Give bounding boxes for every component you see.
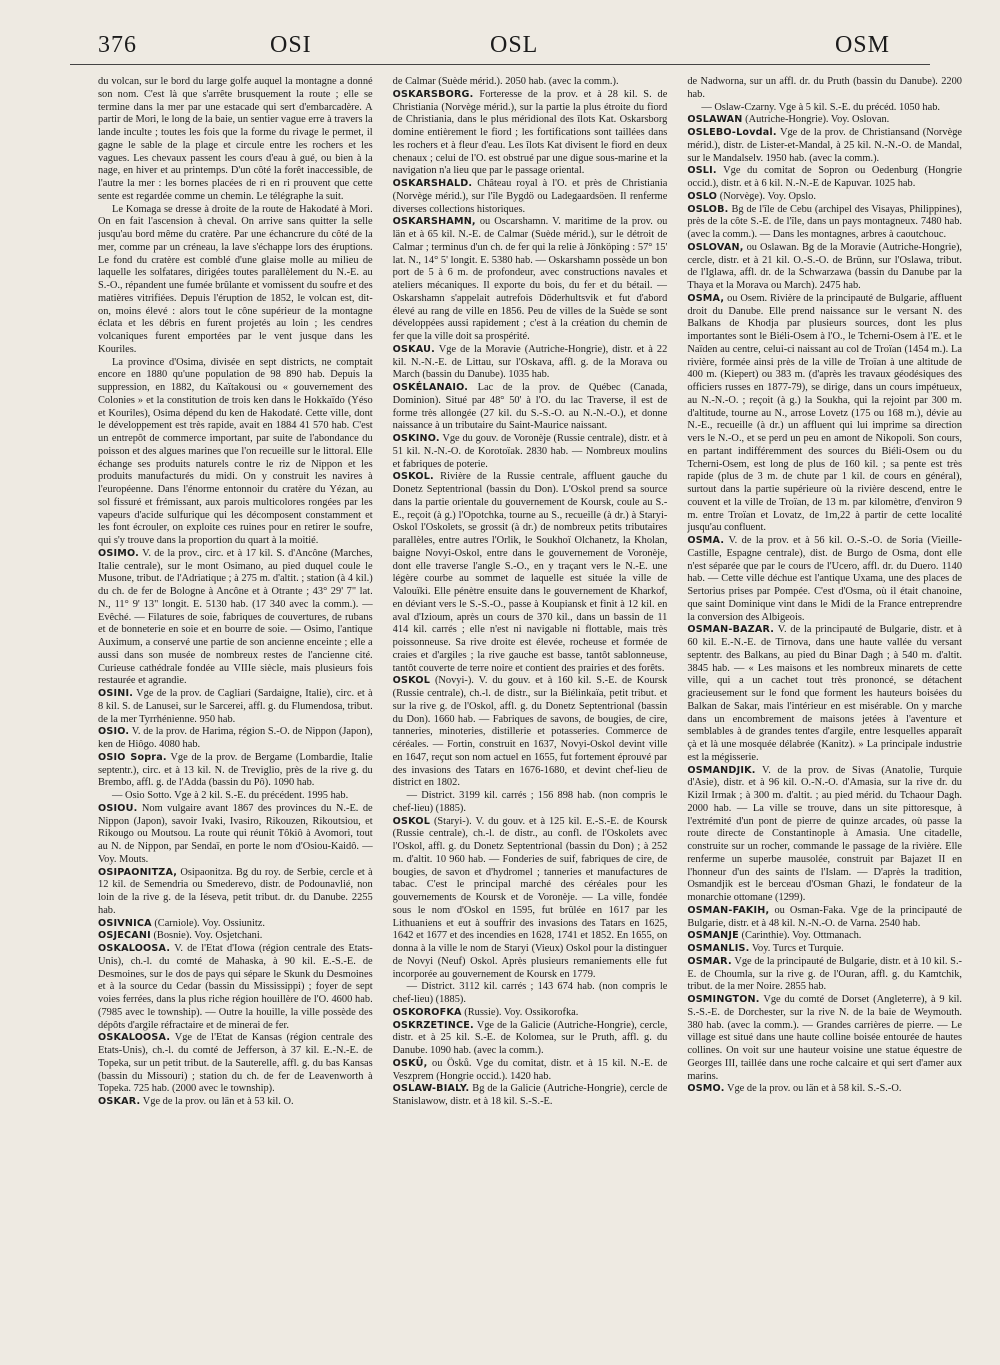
- dictionary-entry: [687, 624, 962, 764]
- entry-text: ou Ösků. Vge du comitat, distr. et à 15 kil. N.-E. de Veszprem (Hongrie occid.). 1420 hab.: [392, 1057, 668, 1082]
- entry-headword: OSMINGTON.: [687, 994, 760, 1005]
- dictionary-entry: [98, 548, 373, 688]
- text-columns: [98, 76, 962, 1345]
- entry-text: Vge de la prov. de Christiansand (Norvège mérid.), distr. de Lister-et-Mandal, à 25 kil. N.-N.-O. de Mandal, sur le Mandalselv. 1950 hab. (avec la comm.).: [687, 127, 963, 164]
- dictionary-entry: [687, 930, 962, 943]
- entry-headword: OSMAN-BAZAR.: [687, 624, 775, 636]
- dictionary-entry: [98, 76, 373, 204]
- dictionary-entry: [393, 1007, 668, 1020]
- column-middle: [393, 76, 668, 1345]
- dictionary-entry: [393, 178, 668, 216]
- entry-text: Vge de la prov. ou län et à 53 kil. O.: [142, 1096, 294, 1107]
- dictionary-entry: [393, 433, 668, 471]
- entry-headword: OSIOU.: [98, 802, 138, 814]
- entry-headword: OSKAR.: [98, 1096, 141, 1107]
- dictionary-entry: [98, 726, 373, 752]
- entry-text: Bg de la Galicie (Autriche-Hongrie), cercle de Stanislawow, distr. et à 18 kil. S.-S.-E.: [392, 1083, 668, 1107]
- dictionary-entry: [393, 471, 668, 675]
- entry-headword: OSMANJE: [687, 930, 739, 942]
- entry-headword: OSIPAONITZA,: [98, 866, 178, 878]
- page-header: [70, 30, 930, 65]
- entry-text: (Autriche-Hongrie). Voy. Oslovan.: [745, 114, 890, 126]
- entry-headword: OSKINO.: [392, 433, 440, 444]
- dictionary-entry: [393, 382, 668, 433]
- entry-headword: OSKÉLANAIO.: [392, 382, 469, 393]
- dictionary-entry: [687, 1083, 962, 1096]
- entry-headword: OSIMO.: [98, 547, 139, 559]
- entry-text: Vge de l'Etat de Kansas (région centrale des Etats-Unis), ch.-l. du comté de Jefferson, à 37 kil. E.-N.-E. de Topeka, sur un petit tribut. de la Sauterelle, affl. g. du bas Kansas (bassin du Missouri) ; station du ch. de fer de Leavenworth à Topeka. 725 hab. (2000 avec le township).: [98, 1032, 373, 1095]
- entry-text: Vge de la prov. ou län et à 58 kil. S.-S.-O.: [726, 1083, 902, 1095]
- dictionary-entry: [393, 816, 668, 982]
- entry-text: — District. 3112 kil. carrés ; 143 674 hab. (non compris le chef-lieu) (1885).: [392, 981, 668, 1005]
- entry-headword: OSMA,: [687, 292, 725, 304]
- entry-text: Vge de la Galicie (Autriche-Hongrie), cercle, distr. et à 25 kil. S.-E. de Kolomea, sur le Pruth, affl. g. du Danube. 1090 hab. (avec la comm.).: [392, 1019, 668, 1056]
- entry-text: Forteresse de la prov. et à 28 kil. S. de Christiania (Norvège mérid.), sur la partie la plus étroite du fiord de Christiania, dans le plus méridional des îlots Kat. Oskarsborg domine entièrement le fiord ; les fortifications sont taillées dans les rochers et à fleur d'eau. Les îlots Kat divisent le fiord en deux chenaux ; celui de l'O. est obstrué par une digue sous-marine et la navigation n'a lieu que par le passage oriental.: [392, 88, 668, 177]
- entry-text: (Norvège). Voy. Opslo.: [719, 190, 816, 202]
- entry-headword: OSLI.: [687, 165, 717, 177]
- entry-text: Bg de l'île de Cebu (archipel des Visayas, Philippines), près de la côte S.-E. de l'île, dans un pays montagneux. 7480 hab. (avec la comm.). — Dans les montagnes, arbres à caoutchouc.: [687, 203, 963, 240]
- entry-text: ou Oslawan. Bg de la Moravie (Autriche-Hongrie), cercle, distr. et à 21 kil. O.-S.-O. de Brünn, sur l'Oslawa, tribut. de l'Iglawa, affl. dr. de la Schwarzawa (bassin du Danube par la Thaya et la Morava ou March). 2475 hab.: [687, 241, 963, 291]
- dictionary-entry: [98, 1032, 373, 1096]
- center-running-head: OSL: [490, 32, 539, 58]
- entry-text: Lac de la prov. de Québec (Canada, Dominion). Situé par 48° 50' à l'O. du lac Traverse, il est de forme très allongée (27 kil. du S.-S.-O. au N.-N.-O.), et donne naissance à un tributaire du Saint-Maurice naissant.: [392, 382, 668, 432]
- entry-text: Vge de la Moravie (Autriche-Hongrie), distr. et à 22 kil. N.-N.-E. de Littau, sur l'Oskava, affl. g. de la Morava ou March (bassin du Danube). 1035 hab.: [392, 343, 668, 381]
- column-right: [687, 76, 962, 1345]
- entry-headword: OSIO.: [98, 726, 130, 738]
- dictionary-entry: [687, 242, 962, 293]
- entry-text: — Osio Sotto. Vge à 2 kil. S.-E. du précédent. 1995 hab.: [112, 790, 349, 801]
- entry-text: V. de la principauté de Bulgarie, distr. et à 60 kil. E.-N.-E. de Tirnova, dans une haute vallée du versant septentr. des Balkans, au pied du Binar Dagh ; à 540 m. d'altit. 3845 hab. — « Les maisons et les nombreux minarets de cette ville, qui a un cachet tout très prononcé, se détachent gracieusement sur le fond que forment les hauteurs boisées du Balkan de Sakar, mais l'intérieur en est misérable. On y marche dans un encombrement de maisons jetées à l'aventure et semblables à de grandes tentes d'argile, entre lesquelles apparaît çà et là une mosquée délabrée (Kanitz). » La principale industrie est la mégisserie.: [687, 624, 963, 763]
- entry-headword: OSKALOOSA.: [98, 943, 171, 954]
- entry-text: de Nadworna, sur un affl. dr. du Pruth (bassin du Danube). 2200 hab.: [687, 76, 963, 100]
- entry-headword: OSINI.: [98, 688, 134, 699]
- entry-text: Vge de la prov. de Cagliari (Sardaigne, Italie), circ. et à 8 kil. S. de Lanusei, sur le Sarcerei, affl. g. du Flumendosa, tribut. de la mer Tyrrhénienne. 950 hab.: [98, 688, 373, 725]
- entry-text: ou Oscarshamn. V. maritime de la prov. ou län et à 65 kil. N.-E. de Calmar (Suède mérid.), sur le détroit de Calmar ; terminus d'un ch. de fer qui la relie à Jönköping : 57° 15' lat. N., 14° 5' longit. E. 5380 hab. — Oskarshamn possède un bon port de 5 à 6 m. de profondeur, avec constructions navales et ateliers mécaniques. Il exporte du bois, du fer et du bétail. — Oskarshamn s'appelait autrefois Döderhultsvik et fut d'abord élevé au rang de ville en 1856. Peu de villes de la Suède se sont développées aussi rapidement ; c'est à la création du chemin de fer que la ville doit sa prospérité.: [392, 216, 668, 342]
- entry-text: Le Komaga se dresse à droite de la route de Hakodaté à Mori. On en fait l'ascension à cheval. On arrive sans quitter la selle jusqu'au bord même du cratère. Par une échancrure du côté de la mer, comme par un créneau, la lave s'échappe lors des éruptions. Le fond du cratère est comblé d'une glaise molle au milieu de laquelle les solfatares, dirigées toutes parallèlement du N.-E. au S.-O., répandent une fumée brûlante et vomissent du soufre et des matières vitrifiées. Depuis l'éruption de 1852, le volcan est, dit-on, moins élevé : alors tout le cône supérieur de la montagne éclata et les débris en furent projetés au loin ; les cendres volcaniques furent emportées par le vent jusque dans les Kouriles.: [98, 203, 373, 355]
- dictionary-entry: [393, 76, 668, 89]
- entry-text: V. de la prov. de Sivas (Anatolie, Turquie d'Asie), distr. et à 96 kil. O.-N.-O. d'Amasia, sur la rive dr. du Kizil Irmak ; à 300 m. d'altit. ; au pied mérid. du Tchaour Dagh. 2000 hab. — La ville se trouve, dans un site pittoresque, à l'extrémité d'un pont de pierre de quinze arcades, où passe la route directe de Constantinople à Amasia. Une citadelle, construite sur un rocher, commande le passage de la rivière. Elle renferme un superbe mausolée, construit par Bajazet II en l'honneur d'un des saints de l'Islam. — D'après la tradition, Osmandjik est le berceau d'Osman Ghazi, le fondateur de la monarchie ottomane (1299).: [687, 764, 963, 903]
- dictionary-entry: [393, 675, 668, 790]
- entry-text: Vge du gouv. de Voronèje (Russie centrale), distr. et à 51 kil. N.-N.-O. de Korotoïak. 2830 hab. — Nombreux moulins et fabriques de poterie.: [392, 433, 668, 470]
- entry-headword: OSKOL: [392, 815, 431, 827]
- dictionary-entry: [687, 204, 962, 242]
- dictionary-entry: [98, 204, 373, 357]
- entry-text: de Calmar (Suède mérid.). 2050 hab. (avec la comm.).: [392, 76, 619, 87]
- dictionary-entry: [393, 344, 668, 382]
- dictionary-entry: [98, 688, 373, 726]
- dictionary-entry: [687, 102, 962, 115]
- dictionary-entry: [687, 127, 962, 165]
- dictionary-entry: [98, 930, 373, 943]
- entry-text: Vge du comté de Dorset (Angleterre), à 9 kil. S.-S.-E. de Dorchester, sur la rive N. de la baie de Weymouth. 380 hab. (avec la comm.). — Grandes carrières de pierre. — Le village est situé dans une haute colline boisée entourée de hautes collines. On voit sur une hauteur voisine une statue équestre de Georges III, taillée dans une roche calcaire et qui sert d'amer aux marins.: [687, 994, 963, 1082]
- dictionary-entry: [393, 790, 668, 816]
- entry-text: ou Osem. Rivière de la principauté de Bulgarie, affluent droit du Danube. Elle prend naissance sur le versant N. des Balkans de Khodja par plusieurs sources, dont les plus importantes sont le Biéli-Osem à l'O., le Tcherni-Osem à l'E. et le Naïden au centre, celui-ci naissant au col de Troïan (1454 m.). La rivière, formée ainsi près de la ville de Troïan à une altitude de 400 m. (Kiepert) ou 383 m. (d'après les travaux géodésiques des officiers russes en 1877-79), se dirige, dans un cours impétueux, au N.-N.-O. ; reçoit (à g.) la Soukha, qui la rejoint par 300 m. d'altitude, tourne au N., arrose Lovetz (175 ou 168 m.), dévie au N.-E., recueille (à dr.) un affluent qui lui imprime sa direction vers le N.-O., et se perd un peu en amont de Nikopoli. Son cours, en partant indifféremment des sources du Biéli-Osem ou du Tcherni-Osem, est long de plus de 160 kil. ; sa pente est très rapide (plus de 3 m. de chute par 1 kil. de cours en général), surtout dans la partie supérieure où la rivière descend, entre le couvent et la ville de Troïan, de 13 m. par kilomètre, d'environ 9 m. entre Troïan et Lovatz, de 1m,22 à partir de cette localité jusqu'au confluent.: [687, 292, 963, 534]
- entry-text: Vge de la prov. de Bergame (Lombardie, Italie septentr.), circ. et à 13 kil. N. de Treviglio, près de la rive g. du Brembo, affl. g. de l'Adda (bassin du Pô). 1090 hab.: [98, 751, 373, 789]
- entry-text: ou Osman-Faka. Vge de la principauté de Bulgarie, distr. et à 48 kil. N.-N.-O. de Varna. 2540 hab.: [687, 904, 963, 929]
- dictionary-entry: [687, 994, 962, 1083]
- entry-headword: OSKALOOSA.: [98, 1032, 171, 1044]
- dictionary-entry: [687, 165, 962, 191]
- dictionary-entry: [98, 943, 373, 1032]
- entry-headword: OSLAW-BIALY.: [392, 1083, 470, 1095]
- dictionary-entry: [687, 905, 962, 931]
- dictionary-entry: [393, 89, 668, 178]
- dictionary-entry: [98, 803, 373, 867]
- entry-headword: OSMANDJIK.: [687, 764, 756, 776]
- dictionary-entry: [687, 956, 962, 994]
- dictionary-entry: [393, 1020, 668, 1058]
- dictionary-entry: [687, 76, 962, 102]
- entry-headword: OSLO: [687, 190, 718, 202]
- entry-text: V. de la prov., circ. et à 17 kil. S. d'Ancône (Marches, Italie centrale), sur le mont Osimano, au pied duquel coule le Musone, tribut. de l'Adriatique ; à 275 m. d'altit. ; station (à 4 kil.) du ch. de fer de Bologne à Ancône et à Otrante ; 43° 29' 7" lat. N., 11° 9' 13" longit. E. 5130 hab. (17 340 avec la comm.). — Evêché. — Filatures de soie, fabriques de couvertures, de rubans et de bonneterie en soie et en bourre de soie. — Osimo, l'antique Auximum, a conservé une partie de son ancienne enceinte ; elle a aussi dans son musée de nombreux restes de l'ancienne cité. Curieuse cathédrale fondée au VIIIe siècle, mais plusieurs fois restaurée et agrandie.: [98, 547, 373, 687]
- dictionary-entry: [98, 1096, 373, 1109]
- dictionary-entry: [687, 535, 962, 624]
- entry-headword: OSMAN-FAKIH,: [687, 904, 770, 916]
- entry-text: — District. 3199 kil. carrés ; 156 898 hab. (non compris le chef-lieu) (1885).: [392, 790, 668, 814]
- entry-headword: OSKARSHAMN,: [392, 216, 476, 228]
- entry-text: — Oslaw-Czarny. Vge à 5 kil. S.-E. du précéd. 1050 hab.: [701, 101, 940, 113]
- entry-text: Osipaonitza. Bg du roy. de Serbie, cercle et à 12 kil. de Semendria ou Smederevo, distr. de Podounavlié, non loin de la rive g. de la Iéseva, petit tribut. dr. du Danube. 2255 hab.: [98, 866, 373, 916]
- entry-text: Vge du comitat de Sopron ou Oedenburg (Hongrie occid.), distr. et à 6 kil. N.-N.-E de Kapuvar. 1025 hab.: [687, 165, 962, 189]
- entry-headword: OSIO Sopra.: [98, 751, 167, 763]
- dictionary-entry: [98, 790, 373, 803]
- entry-headword: OSKOROFKA: [392, 1006, 462, 1018]
- entry-headword: OSKARSBORG.: [392, 88, 474, 100]
- entry-headword: OSMA.: [687, 535, 725, 546]
- dictionary-entry: [687, 943, 962, 956]
- entry-headword: OSKÜ,: [392, 1057, 428, 1069]
- dictionary-entry: [687, 765, 962, 905]
- entry-headword: OSJECANI: [98, 930, 151, 942]
- entry-text: (Russie). Voy. Ossikorofka.: [464, 1006, 579, 1018]
- entry-headword: OSLAWAN: [687, 114, 743, 126]
- entry-headword: OSIVNICA: [98, 917, 152, 929]
- dictionary-entry: [687, 114, 962, 127]
- entry-text: V. de l'Etat d'Iowa (région centrale des Etats-Unis), ch.-l. du comté de Mahaska, à 90 kil. E.-S.-E. de Desmoines, sur le dos de pays qui sépare le Skunk du Desmoines et à la source du Cedar (bassin du Mississippi) ; foyer de sept voies ferrées, dans la plus riche région houillère de l'O. 4600 hab. (7985 avec le township). — Outre la houille, la ville possède des dépôts d'argile réfractaire et de minerai de fer.: [98, 943, 373, 1031]
- dictionary-entry: [393, 1083, 668, 1109]
- column-left: [98, 76, 373, 1345]
- entry-headword: OSKRZETINCE.: [392, 1019, 474, 1031]
- dictionary-entry: [687, 191, 962, 204]
- entry-text: Nom vulgaire avant 1867 des provinces du N.-E. de Nippon (Japon), savoir Ivaki, Ivasiro, Rikouzen, Rikoutsiou, et Rikougo ou Moutsou. La route qui réunit Tôkiô à Avomori, tout au N. de Nippon, par Sendaï, en porte le nom d'Osiou-Kaidô. — Voy. Mouts.: [98, 802, 373, 865]
- left-running-head: OSI: [270, 32, 312, 58]
- entry-text: (Novyi-). V. du gouv. et à 160 kil. S.-E. de Koursk (Russie centrale), ch.-l. de distr., sur la Biélinkaïa, petit tribut. et sur la rive g. de l'Oskol, affl. g. du Donetz Septentrional (bassin du Don). 1660 hab. — Fabriques de savons, de bougies, de cire, tanneries, minoteries, distillerie et potasseries. Commerce de céréales. — Fortin, construit en 1637, Novyi-Oskol devint ville en 1647, reçut son nom actuel en 1655, fut fortement éprouvé par des invasions des Tatars en 1676-1680, et devint chef-lieu de district en 1802.: [392, 675, 668, 789]
- dictionary-entry: [393, 981, 668, 1007]
- entry-text: V. de la prov. de Harima, région S.-O. de Nippon (Japon), ken de Hiôgo. 4080 hab.: [98, 726, 373, 750]
- dictionary-entry: [98, 918, 373, 931]
- entry-text: Voy. Turcs et Turquie.: [751, 943, 844, 954]
- page-number: 376: [98, 32, 137, 58]
- entry-headword: OSLEBO-Lovdal.: [687, 127, 777, 138]
- right-running-head: OSM: [834, 32, 890, 58]
- entry-text: Vge de la principauté de Bulgarie, distr. et à 10 kil. S.-E. de Choumla, sur la rive g. de l'Ouran, affl. g. du Kamtchik, tribut. de la mer Noire. 2855 hab.: [687, 955, 963, 993]
- entry-text: (Carinthie). Voy. Ottmanach.: [741, 930, 862, 942]
- entry-text: (Staryi-). V. du gouv. et à 125 kil. E.-S.-E. de Koursk (Russie centrale), ch.-l. de distr., au confl. de l'Oskolets avec l'Oskol, affl. g. du Donetz Septentrional (bassin du Don) ; à 252 m. d'altit. 10 960 hab. — Fonderies de suif, fabriques de cire, de bougies, de savon et d'hydromel ; tanneries et manufactures de tabac. C'est le principal marché des céréales pour les gouvernements de Koursk et de Voronèje. — La ville, fondée sous le nom d'Oskol en 1595, fut brûlée en 1617 par les Lithuaniens et eut à souffrir des invasions des Tatars en 1625, 1642 et 1677 et des incendies en 1628, 1741 et 1852. En 1655, on donna à la ville le nom de Staryi (Vieux) Oskol pour la distinguer de Novyi (Neuf) Oskol. Après plusieurs remaniements elle fut incorporée au gouvernement de Koursk en 1779.: [392, 815, 668, 980]
- entry-headword: OSLOVAN,: [687, 241, 744, 253]
- entry-text: (Bosnie). Voy. Osjetchani.: [153, 930, 263, 942]
- entry-headword: OSMANLIS.: [687, 943, 750, 954]
- entry-headword: OSKOL.: [392, 471, 434, 483]
- entry-text: (Carniole). Voy. Ossiunitz.: [154, 917, 265, 929]
- dictionary-entry: [687, 293, 962, 535]
- entry-text: V. de la prov. et à 56 kil. O.-S.-O. de Soria (Vieille-Castille, Espagne centrale), dist. de Burgo de Osma, dont elle n'est séparée que par le cours de l'Ucero, affl. dr. du Duero. 1140 hab. — Cette ville déchue est l'antique Uxama, une des places de Sertorius prises par Pompée. C'est d'Osma, où il était chanoine, que saint Dominique vint dans le Midi de la France entreprendre la conversion des Albigeois.: [687, 535, 963, 623]
- entry-text: Rivière de la Russie centrale, affluent gauche du Donetz Septentrional (bassin du Don). L'Oskol prend sa source dans la partie orientale du gouvernement de Koursk, coule au S.-E., reçoit (à g.) l'Opotchka, tourne au S., recueille (à dr.) à Staryi-Oskol l'Oskolets, se grossit (à dr.) de nombreux petits tributaires parallèles, entre autres l'Orlik, le Soukhoï Olchanetz, la Kholan, baigne Novyi-Oskol, entre dans le gouvernement de Voronèje, dont elle traverse l'angle S.-O., en y traçant vers le N.-E. une légère courbe au sommet de laquelle est située la ville de Valouïki. Elle pénètre ensuite dans le gouvernement de Kharkof, en déviant vers le S.-S.-O., passe à Koupiansk et finit à 12 kil. en aval d'Izioum, après un cours de 370 kil., dans un bassin de 11 414 kil. carrés ; elle n'est ni navigable ni flottable, mais très poissonneuse. Sa rive droite est élevée, rocheuse et formée de craies et d'argiles ; la rive gauche est basse, tantôt sablonneuse, tantôt couverte de terre noire et contient des prairies et des forêts.: [392, 471, 668, 674]
- entry-text: La province d'Osima, divisée en sept districts, ne comptait encore en 1880 qu'une population de 98 890 hab. Depuis la suppression, en 1882, du Kaïtakousi ou « gouvernement des Colonies » et la constitution de trois ken dans le Hokkaïdo (Yéso et Kouriles), Osima dépend du ken de Hakodaté. Cette ville, dont le développement est très rapide, avait en 1884 41 570 hab. C'est un entrepôt de commerce important, par suite de l'abondance du poisson et des algues marines que l'on recueille sur le littoral. Elle échange ses produits naturels contre le riz de Nippon et les produits manufacturés du midi. On y construit les navires à l'européenne. Dans l'énorme entonnoir du cratère du Yézan, au sol fissuré et frémissant, aux parois multicolores rongées par les vapeurs d'acide sulfurique qui les décomposent constamment et les font écrouler, on exploite ces ruines pour en retirer le soufre, qui s'y trouve dans la proportion du quart à la moitié.: [98, 356, 373, 546]
- dictionary-entry: [393, 1058, 668, 1084]
- dictionary-entry: [393, 216, 668, 344]
- entry-text: du volcan, sur le bord du large golfe auquel la montagne a donné son nom. C'est là que s'arrête brusquement la route ; elle se termine dans la mer par une estacade qui sert d'embarcadère. A partir de Mori, le long de la baie, un sentier vague erre à travers la lande inculte ; toutes les fois que la forme du rivage le permet, il gagne le sable de la plage et circule entre les rochers et les vagues. Les chevaux passent les cours d'eau à gué, ou bien à la nage, en hiver et au printemps. D'un côté la forêt inaccessible, de l'autre la mer : les bornes placées de ri en ri prouvent que cette sente est regardée comme un chemin. Le télégraphe la suit.: [98, 76, 373, 202]
- entry-text: Château royal à l'O. et près de Christiania (Norvège mérid.), sur l'île Bygdö ou Ladegaardsöen. Il renferme diverses collections historiques.: [392, 178, 668, 215]
- dictionary-entry: [98, 357, 373, 548]
- entry-headword: OSKAU.: [392, 343, 435, 355]
- dictionary-entry: [98, 867, 373, 918]
- entry-headword: OSLOB.: [687, 203, 729, 215]
- entry-headword: OSKARSHALD.: [392, 178, 473, 189]
- dictionary-entry: [98, 752, 373, 790]
- entry-headword: OSMO.: [687, 1083, 725, 1095]
- entry-headword: OSMAR.: [687, 955, 732, 967]
- entry-headword: OSKOL: [392, 675, 431, 687]
